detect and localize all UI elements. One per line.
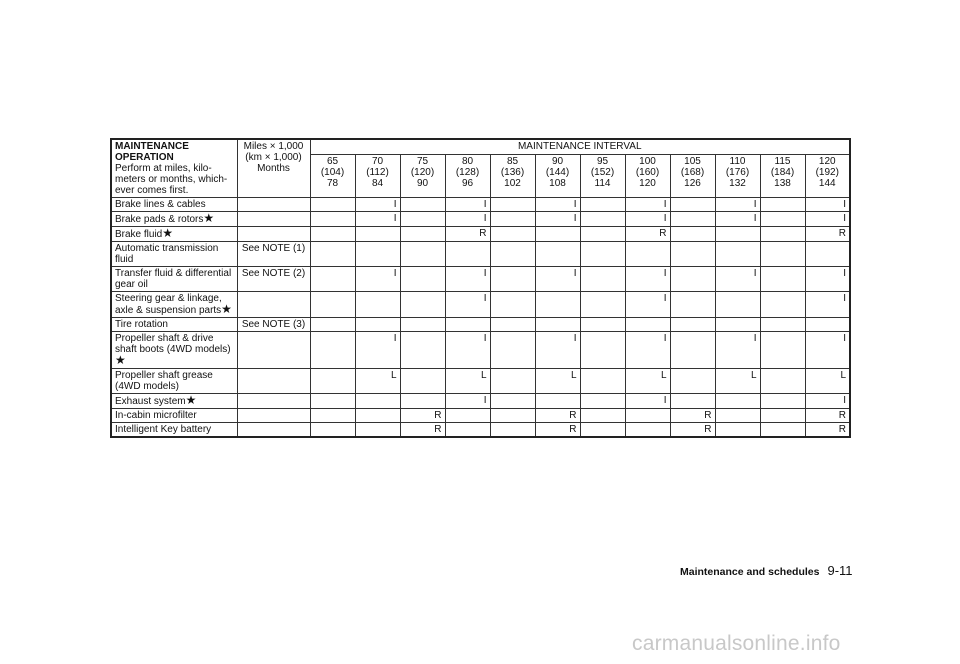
interval-column-header <box>805 155 850 198</box>
operation-cell <box>111 318 237 332</box>
interval-mark-cell <box>760 242 805 267</box>
interval-mark-cell <box>490 198 535 212</box>
interval-mark-cell <box>535 242 580 267</box>
note-cell <box>237 198 310 212</box>
interval-mark-cell <box>355 394 400 409</box>
note-cell <box>237 212 310 227</box>
interval-header: MAINTENANCE INTERVAL <box>310 139 850 155</box>
interval-mark-cell: R <box>670 409 715 423</box>
interval-mark-cell: I <box>355 198 400 212</box>
operation-label: Automatic transmission fluid <box>115 243 219 265</box>
interval-mark-cell <box>580 369 625 394</box>
table-row <box>111 198 850 212</box>
interval-miles: 115 <box>774 156 791 167</box>
interval-mark-cell: R <box>805 409 850 423</box>
interval-km: (120) <box>410 167 435 178</box>
interval-mark-cell <box>760 198 805 212</box>
interval-column-header <box>355 155 400 198</box>
interval-mark-cell <box>355 423 400 438</box>
interval-mark-cell: I <box>715 267 760 292</box>
interval-mark-cell <box>580 198 625 212</box>
interval-mark-cell: R <box>535 423 580 438</box>
interval-mark-cell <box>715 227 760 242</box>
interval-miles: 100 <box>639 156 656 167</box>
interval-mark-cell <box>400 212 445 227</box>
interval-mark-cell <box>625 318 670 332</box>
interval-column-header <box>310 155 355 198</box>
interval-mark-cell: I <box>805 292 850 318</box>
interval-mark-cell <box>760 409 805 423</box>
interval-mark-cell: L <box>715 369 760 394</box>
interval-mark-cell: I <box>715 332 760 369</box>
interval-km: (192) <box>815 167 839 178</box>
interval-mark-cell <box>355 318 400 332</box>
interval-mark-cell <box>670 212 715 227</box>
interval-mark-cell <box>535 394 580 409</box>
interval-mark-cell <box>490 369 535 394</box>
operation-cell <box>111 409 237 423</box>
interval-mark-cell <box>760 267 805 292</box>
interval-mark-cell <box>400 267 445 292</box>
table-row <box>111 318 850 332</box>
interval-mark-cell <box>310 332 355 369</box>
interval-mark-cell <box>580 423 625 438</box>
interval-mark-cell <box>535 318 580 332</box>
table-header-row <box>111 139 850 155</box>
miles-header-line3: Months <box>257 163 290 174</box>
interval-km: (168) <box>680 167 705 178</box>
miles-header <box>237 139 310 198</box>
operation-label: Brake fluid <box>115 229 163 240</box>
interval-mark-cell <box>580 332 625 369</box>
footer-section-title: Maintenance and schedules <box>680 566 820 578</box>
interval-mark-cell <box>625 242 670 267</box>
interval-km: (112) <box>366 167 389 178</box>
operation-label: Intelligent Key battery <box>115 424 212 435</box>
interval-miles: 120 <box>818 156 836 167</box>
interval-mark-cell: L <box>625 369 670 394</box>
interval-mark-cell <box>580 227 625 242</box>
interval-mark-cell: I <box>355 212 400 227</box>
interval-mark-cell <box>715 318 760 332</box>
interval-months: 108 <box>549 178 566 189</box>
interval-column-header <box>490 155 535 198</box>
interval-mark-cell: R <box>625 227 670 242</box>
interval-mark-cell <box>670 318 715 332</box>
interval-mark-cell <box>760 227 805 242</box>
interval-mark-cell <box>310 242 355 267</box>
interval-months: 144 <box>818 178 836 189</box>
interval-mark-cell: I <box>445 198 490 212</box>
interval-mark-cell <box>670 394 715 409</box>
operation-header-subtitle: Perform at miles, kilo-meters or months, which-ever comes first. <box>115 163 228 196</box>
interval-mark-cell: I <box>625 292 670 318</box>
interval-months: 102 <box>504 178 521 189</box>
interval-months: 138 <box>774 178 791 189</box>
interval-mark-cell <box>670 292 715 318</box>
operation-cell <box>111 332 237 369</box>
interval-mark-cell <box>310 267 355 292</box>
star-icon: ★ <box>185 393 197 407</box>
interval-mark-cell <box>580 318 625 332</box>
interval-km: (160) <box>635 167 660 178</box>
interval-mark-cell <box>400 292 445 318</box>
table-row <box>111 394 850 409</box>
interval-mark-cell: R <box>805 423 850 438</box>
interval-miles: 70 <box>371 156 384 167</box>
note-cell <box>237 423 310 438</box>
interval-months: 84 <box>371 178 384 189</box>
interval-months: 132 <box>729 178 746 189</box>
interval-mark-cell: I <box>355 267 400 292</box>
operation-cell <box>111 423 237 438</box>
interval-mark-cell <box>355 409 400 423</box>
interval-mark-cell: R <box>400 423 445 438</box>
interval-mark-cell: I <box>535 212 580 227</box>
interval-mark-cell: I <box>445 332 490 369</box>
interval-mark-cell <box>490 409 535 423</box>
interval-mark-cell <box>760 394 805 409</box>
interval-mark-cell <box>580 267 625 292</box>
interval-months: 90 <box>416 178 429 189</box>
interval-mark-cell: I <box>625 198 670 212</box>
interval-mark-cell: L <box>805 369 850 394</box>
interval-mark-cell <box>670 267 715 292</box>
interval-miles: 90 <box>551 156 564 167</box>
interval-months: 114 <box>594 178 611 189</box>
interval-mark-cell <box>760 423 805 438</box>
interval-mark-cell <box>310 409 355 423</box>
interval-mark-cell: I <box>805 198 850 212</box>
interval-mark-cell <box>445 318 490 332</box>
interval-km: (104) <box>320 167 345 178</box>
interval-miles: 65 <box>326 156 339 167</box>
interval-mark-cell: I <box>445 212 490 227</box>
interval-column-header <box>760 155 805 198</box>
interval-mark-cell <box>310 198 355 212</box>
interval-miles: 80 <box>461 156 474 167</box>
interval-mark-cell <box>490 227 535 242</box>
interval-mark-cell <box>310 292 355 318</box>
note-cell: See NOTE (2) <box>237 267 310 292</box>
note-cell: See NOTE (1) <box>237 242 310 267</box>
interval-mark-cell <box>355 292 400 318</box>
interval-mark-cell: I <box>805 332 850 369</box>
interval-mark-cell: I <box>625 212 670 227</box>
interval-mark-cell <box>715 242 760 267</box>
interval-km: (136) <box>500 167 525 178</box>
interval-km: (176) <box>725 167 750 178</box>
interval-miles: 105 <box>684 156 701 167</box>
interval-mark-cell <box>715 394 760 409</box>
note-cell <box>237 369 310 394</box>
schedule-body <box>111 198 850 438</box>
interval-mark-cell: I <box>715 212 760 227</box>
interval-mark-cell: I <box>625 332 670 369</box>
interval-months: 120 <box>639 178 656 189</box>
interval-mark-cell <box>760 332 805 369</box>
interval-mark-cell: I <box>445 292 490 318</box>
interval-mark-cell: L <box>445 369 490 394</box>
interval-mark-cell <box>625 423 670 438</box>
interval-mark-cell <box>805 242 850 267</box>
interval-mark-cell <box>310 318 355 332</box>
operation-header-title: MAINTENANCE OPERATION <box>115 141 189 163</box>
interval-mark-cell <box>580 409 625 423</box>
interval-mark-cell <box>715 409 760 423</box>
operation-header <box>111 139 237 198</box>
interval-column-header <box>580 155 625 198</box>
interval-mark-cell <box>715 292 760 318</box>
interval-mark-cell <box>400 332 445 369</box>
interval-miles: 85 <box>506 156 519 167</box>
interval-mark-cell <box>445 423 490 438</box>
miles-header-line1: Miles × 1,000 <box>243 141 304 152</box>
operation-label: Propeller shaft grease (4WD models) <box>115 370 213 392</box>
interval-mark-cell: I <box>715 198 760 212</box>
interval-column-header <box>400 155 445 198</box>
interval-mark-cell <box>310 227 355 242</box>
operation-cell <box>111 394 237 409</box>
interval-column-header <box>670 155 715 198</box>
interval-mark-cell <box>670 198 715 212</box>
operation-cell <box>111 227 237 242</box>
interval-mark-cell: L <box>355 369 400 394</box>
interval-mark-cell: R <box>670 423 715 438</box>
interval-mark-cell <box>490 267 535 292</box>
note-cell <box>237 227 310 242</box>
interval-months: 96 <box>461 178 474 189</box>
watermark: carmanualsonline.info <box>632 632 841 655</box>
interval-miles: 95 <box>596 156 609 167</box>
interval-mark-cell <box>490 242 535 267</box>
interval-miles: 110 <box>729 156 746 167</box>
interval-mark-cell <box>355 242 400 267</box>
interval-mark-cell: I <box>805 394 850 409</box>
interval-km: (144) <box>545 167 570 178</box>
interval-mark-cell: R <box>400 409 445 423</box>
interval-mark-cell <box>490 292 535 318</box>
miles-header-line2: (km × 1,000) <box>245 152 302 163</box>
table-row <box>111 227 850 242</box>
interval-mark-cell <box>670 227 715 242</box>
interval-mark-cell <box>715 423 760 438</box>
interval-mark-cell <box>400 369 445 394</box>
table-row <box>111 212 850 227</box>
interval-mark-cell: I <box>625 267 670 292</box>
interval-mark-cell: I <box>535 267 580 292</box>
interval-mark-cell <box>400 198 445 212</box>
interval-km: (128) <box>455 167 480 178</box>
interval-mark-cell <box>445 409 490 423</box>
interval-mark-cell <box>310 212 355 227</box>
operation-label: Steering gear & linkage, axle & suspension parts <box>115 293 222 316</box>
interval-mark-cell <box>580 394 625 409</box>
interval-mark-cell <box>400 318 445 332</box>
maintenance-schedule-table <box>110 138 851 438</box>
interval-column-header <box>625 155 670 198</box>
interval-km: (184) <box>770 167 795 178</box>
operation-label: Transfer fluid & differential gear oil <box>115 268 232 290</box>
interval-mark-cell <box>400 394 445 409</box>
interval-mark-cell <box>760 318 805 332</box>
star-icon: ★ <box>221 302 232 316</box>
operation-label: In-cabin microfilter <box>115 410 197 421</box>
operation-label: Brake pads & rotors <box>115 214 204 225</box>
table-row <box>111 242 850 267</box>
interval-mark-cell <box>310 423 355 438</box>
interval-mark-cell: I <box>625 394 670 409</box>
interval-mark-cell <box>490 212 535 227</box>
interval-km: (152) <box>590 167 615 178</box>
operation-cell <box>111 198 237 212</box>
interval-mark-cell <box>400 242 445 267</box>
interval-mark-cell <box>760 292 805 318</box>
interval-column-header <box>445 155 490 198</box>
interval-mark-cell: I <box>535 198 580 212</box>
table-row <box>111 409 850 423</box>
operation-cell <box>111 212 237 227</box>
interval-mark-cell <box>400 227 445 242</box>
operation-cell <box>111 292 237 318</box>
table-row <box>111 267 850 292</box>
interval-mark-cell <box>535 292 580 318</box>
operation-label: Tire rotation <box>115 319 168 330</box>
interval-mark-cell: R <box>535 409 580 423</box>
interval-mark-cell <box>490 394 535 409</box>
table-row <box>111 423 850 438</box>
operation-cell <box>111 242 237 267</box>
note-cell <box>237 394 310 409</box>
interval-mark-cell <box>490 423 535 438</box>
interval-mark-cell <box>490 332 535 369</box>
interval-mark-cell: L <box>535 369 580 394</box>
note-cell <box>237 292 310 318</box>
interval-mark-cell: R <box>445 227 490 242</box>
interval-mark-cell: R <box>805 227 850 242</box>
interval-mark-cell <box>535 227 580 242</box>
interval-mark-cell: I <box>805 212 850 227</box>
note-cell <box>237 332 310 369</box>
interval-months: 78 <box>326 178 339 189</box>
interval-mark-cell <box>760 212 805 227</box>
interval-mark-cell <box>490 318 535 332</box>
operation-label: Exhaust system <box>115 396 186 407</box>
star-icon: ★ <box>115 353 126 367</box>
note-cell <box>237 409 310 423</box>
table-row <box>111 369 850 394</box>
interval-column-header <box>535 155 580 198</box>
interval-mark-cell <box>310 369 355 394</box>
interval-mark-cell <box>670 369 715 394</box>
interval-mark-cell <box>355 227 400 242</box>
interval-mark-cell <box>805 318 850 332</box>
interval-mark-cell: I <box>805 267 850 292</box>
interval-mark-cell: I <box>445 267 490 292</box>
operation-cell <box>111 369 237 394</box>
table-row <box>111 332 850 369</box>
operation-label: Brake lines & cables <box>115 199 206 210</box>
interval-mark-cell <box>580 242 625 267</box>
star-icon: ★ <box>203 211 215 225</box>
interval-months: 126 <box>684 178 701 189</box>
table-row <box>111 292 850 318</box>
interval-mark-cell <box>625 409 670 423</box>
interval-mark-cell: I <box>355 332 400 369</box>
interval-mark-cell <box>760 369 805 394</box>
interval-mark-cell <box>670 332 715 369</box>
interval-mark-cell <box>670 242 715 267</box>
interval-mark-cell: I <box>535 332 580 369</box>
interval-mark-cell <box>580 212 625 227</box>
note-cell: See NOTE (3) <box>237 318 310 332</box>
interval-mark-cell <box>580 292 625 318</box>
interval-mark-cell <box>445 242 490 267</box>
interval-mark-cell: I <box>445 394 490 409</box>
operation-cell <box>111 267 237 292</box>
page-footer <box>680 563 853 578</box>
page-number: 9-11 <box>827 563 853 578</box>
interval-miles: 75 <box>416 156 429 167</box>
operation-label: Propeller shaft & drive shaft boots (4WD models) <box>115 333 231 355</box>
star-icon: ★ <box>162 226 174 240</box>
interval-column-header <box>715 155 760 198</box>
interval-mark-cell <box>310 394 355 409</box>
